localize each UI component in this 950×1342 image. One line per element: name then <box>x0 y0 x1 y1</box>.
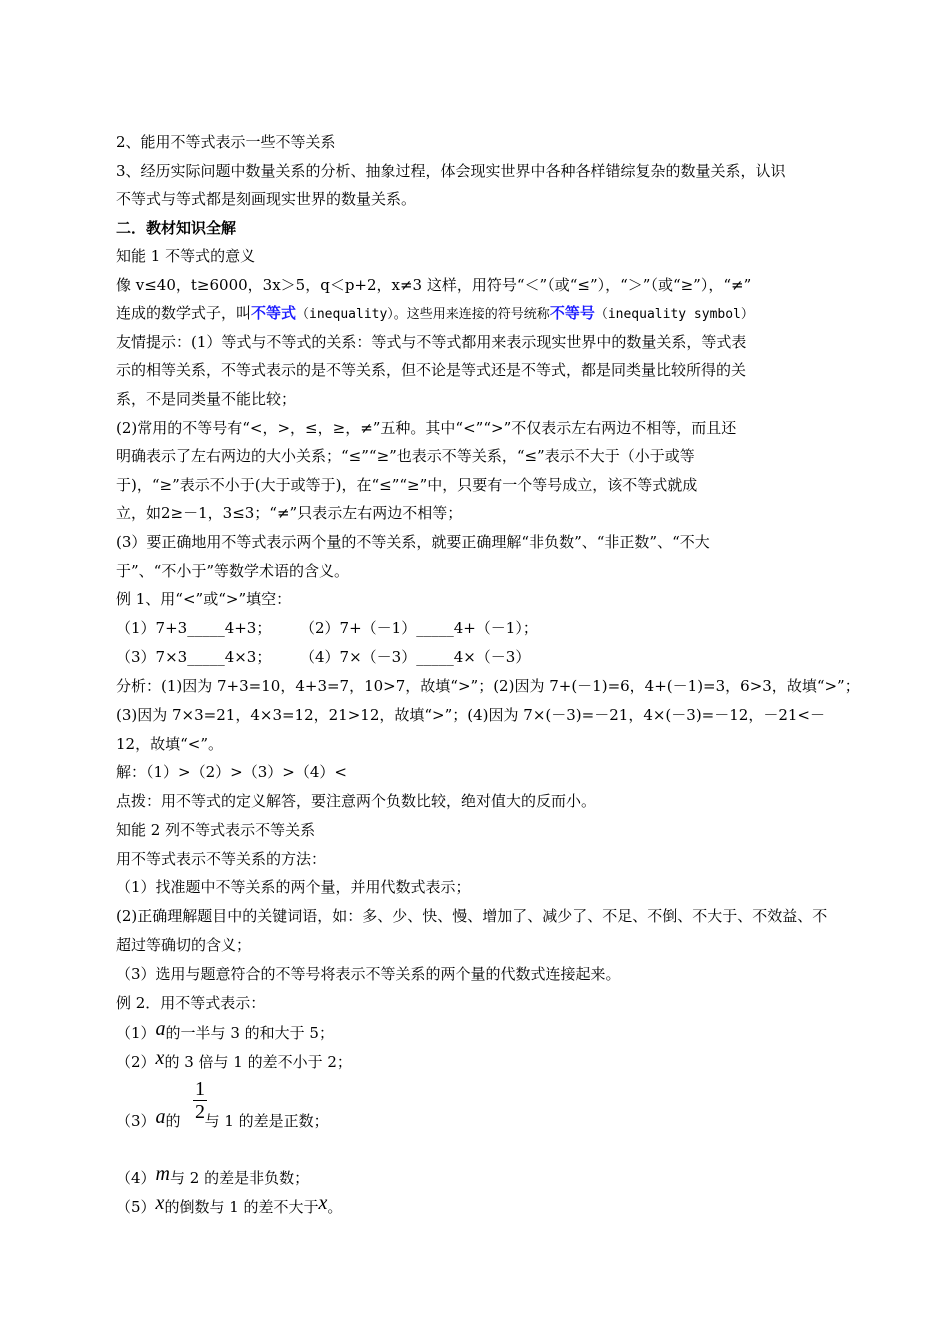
example-1-item-2: （2）7+（－1）_____4+（－1）； <box>300 619 538 637</box>
analysis: 分析：(1)因为 7+3=10，4+3=7，10>7，故填“>”；(2)因为 7+(－1)=6，4+(－1)=3，6>3，故填“>”； <box>116 677 860 695</box>
variable-x: x <box>155 1192 165 1214</box>
example-2-item-2 <box>116 1047 352 1072</box>
text: （inequality）。这些用来连接的符号统称 <box>296 307 550 322</box>
tip-3: (3）要正确地用不等式表示两个量的不等关系，就要正确理解“非负数”、“非正数”、“不大 <box>116 533 710 551</box>
fraction-one-half <box>193 1078 207 1123</box>
item-text: 与 1 的差是正数； <box>204 1112 329 1130</box>
term-inequality: 不等式 <box>251 304 297 322</box>
method-intro: 用不等式表示不等关系的方法： <box>116 850 327 868</box>
method-step-3: （3）选用与题意符合的不等号将表示不等关系的两个量的代数式连接起来。 <box>116 965 621 983</box>
goal-line-2: 2、能用不等式表示一些不等关系 <box>116 133 336 151</box>
example-1-item-4: （4）7×（－3）_____4×（－3） <box>300 648 531 666</box>
variable-m: m <box>155 1163 170 1185</box>
item-text: 的 <box>165 1112 181 1130</box>
example-2-item-5 <box>116 1192 343 1217</box>
knowledge-1-title: 知能 1 不等式的意义 <box>116 247 256 265</box>
method-step-1: （1）找准题中不等关系的两个量，并用代数式表示； <box>116 878 471 896</box>
tip-2-cont3: 立，如2≥－1，3≤3；“≠”只表示左右两边不相等； <box>116 504 463 522</box>
variable-x: x <box>318 1192 328 1214</box>
example-2-item-3 <box>116 1106 329 1131</box>
text: （inequality symbol） <box>594 307 754 322</box>
item-number: （4） <box>116 1169 156 1187</box>
text: 连成的数学式子，叫 <box>116 304 252 322</box>
knowledge-2-title: 知能 2 列不等式表示不等关系 <box>116 821 316 839</box>
section-heading: 二．教材知识全解 <box>116 219 237 237</box>
variable-x: x <box>155 1047 165 1069</box>
method-step-2: (2)正确理解题目中的关键词语，如：多、少、快、慢、增加了、减少了、不足、不倒、不大于、不效益、不 <box>116 907 828 925</box>
tip-2-cont2: 于)，“≥”表示不小于(大于或等于)，在“≤”“≥”中，只要有一个等号成立，该不等式就成 <box>116 476 698 494</box>
item-text: 的倒数与 1 的差不大于 <box>164 1198 319 1216</box>
variable-a: a <box>155 1018 166 1040</box>
example-2-item-4 <box>116 1163 310 1188</box>
variable-a: a <box>155 1106 166 1128</box>
tip-1: 友情提示：(1）等式与不等式的关系：等式与不等式都用来表示现实世界中的数量关系，等式表 <box>116 333 747 351</box>
tip-2: (2)常用的不等号有“<，>，≤，≥，≠”五种。其中“<”“>”不仅表示左右两边不相等，而且还 <box>116 419 737 437</box>
example-1-item-3: （3）7×3_____4×3； <box>116 648 272 666</box>
item-text: 的 3 倍与 1 的差不小于 2； <box>164 1053 352 1071</box>
item-text: 与 2 的差是非负数； <box>170 1169 310 1187</box>
inequality-definition: 像 v≤40，t≥6000，3x＞5，q＜p+2，x≠3 这样，用符号“＜”（或“≤”），“＞”（或“≥”），“≠” <box>116 276 752 294</box>
item-text: 。 <box>327 1198 343 1216</box>
item-text: 的一半与 3 的和大于 5； <box>165 1024 334 1042</box>
tip-1-cont2: 系，不是同类量不能比较； <box>116 390 297 408</box>
example-1-item-1: （1）7+3_____4+3； <box>116 619 272 637</box>
term-inequality-symbol: 不等号 <box>549 304 595 322</box>
analysis-cont: (3)因为 7×3=21，4×3=12，21>12，故填“>”；(4)因为 7×(－3)=－21，4×(－3)=－12，－21<－ <box>116 706 825 724</box>
tip-3-cont: 于”、“不小于”等数学术语的含义。 <box>116 562 350 580</box>
hint: 点拨：用不等式的定义解答，要注意两个负数比较，绝对值大的反而小。 <box>116 792 597 810</box>
example-2-title: 例 2．用不等式表示： <box>116 994 266 1012</box>
tip-2-cont: 明确表示了左右两边的大小关系；“≤”“≥”也表示不等关系，“≤”表示不大于（小于或等 <box>116 447 695 465</box>
solution: 解：（1）>（2）>（3）>（4）< <box>116 763 347 781</box>
example-1-title: 例 1、用“<”或“>”填空： <box>116 590 292 608</box>
tip-1-cont: 示的相等关系，不等式表示的是不等关系，但不论是等式还是不等式，都是同类量比较所得的关 <box>116 361 747 379</box>
analysis-cont2: 12，故填“<”。 <box>116 735 223 753</box>
item-number: （2） <box>116 1053 156 1071</box>
item-number: （1） <box>116 1024 156 1042</box>
method-step-2-cont: 超过等确切的含义； <box>116 936 252 954</box>
item-number: （5） <box>116 1198 156 1216</box>
fraction-denominator: 2 <box>195 1101 205 1123</box>
fraction-numerator: 1 <box>195 1078 205 1100</box>
example-2-item-1 <box>116 1018 334 1043</box>
item-number: （3） <box>116 1112 156 1130</box>
goal-line-3: 3、经历实际问题中数量关系的分析、抽象过程，体会现实世界中各种各样错综复杂的数量关系，认识 <box>116 162 786 180</box>
inequality-definition-cont <box>116 303 754 325</box>
goal-line-3-cont: 不等式与等式都是刻画现实世界的数量关系。 <box>116 190 417 208</box>
